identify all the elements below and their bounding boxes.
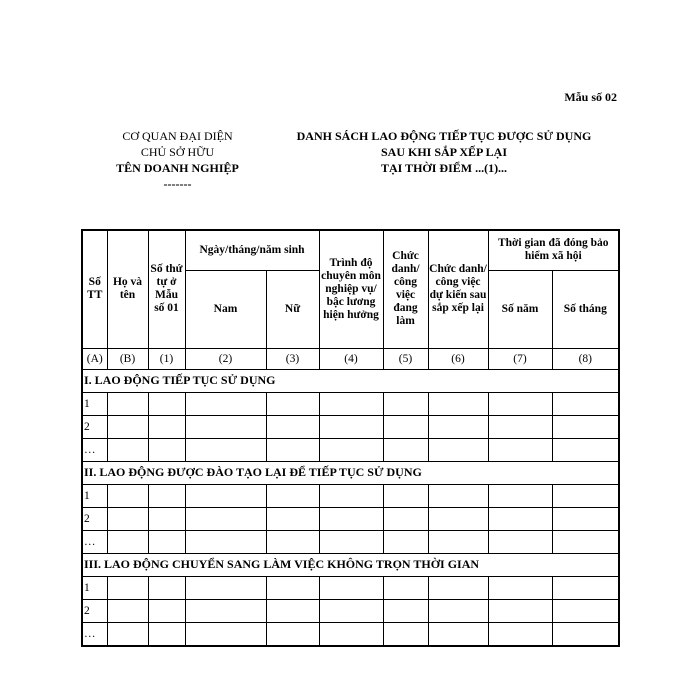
table-cell <box>552 599 619 622</box>
table-cell <box>148 507 185 530</box>
row-index: 1 <box>82 576 107 599</box>
table-row <box>82 415 619 438</box>
table-cell <box>266 576 319 599</box>
title-line-3: TẠI THỜI ĐIỂM ...(1)... <box>380 161 508 175</box>
table-cell <box>107 530 148 553</box>
table-cell <box>185 415 266 438</box>
table-cell <box>148 599 185 622</box>
code-2: (2) <box>185 348 266 369</box>
section-row <box>82 553 619 576</box>
table-cell <box>488 599 552 622</box>
table-cell <box>266 530 319 553</box>
table-cell <box>107 622 148 646</box>
section-row <box>82 369 619 392</box>
header-stt: Số TT <box>82 230 107 348</box>
table-cell <box>488 415 552 438</box>
table-cell <box>185 438 266 461</box>
table-cell <box>383 599 428 622</box>
table-cell <box>552 576 619 599</box>
table-cell <box>185 484 266 507</box>
column-code-row <box>82 348 619 369</box>
table-cell <box>552 484 619 507</box>
table-cell <box>383 484 428 507</box>
title-line-2: SAU KHI SẮP XẾP LẠI <box>380 145 508 159</box>
table-cell <box>107 415 148 438</box>
table-cell <box>552 392 619 415</box>
table-cell <box>107 438 148 461</box>
table-cell <box>148 484 185 507</box>
table-cell <box>428 622 488 646</box>
table-cell <box>383 622 428 646</box>
agency-separator: ------- <box>163 177 192 191</box>
table-cell <box>107 599 148 622</box>
enterprise-name: TÊN DOANH NGHIỆP <box>116 161 239 175</box>
table-cell <box>266 599 319 622</box>
title-line-1: DANH SÁCH LAO ĐỘNG TIẾP TỤC ĐƯỢC SỬ DỤNG <box>296 129 592 143</box>
row-index: 1 <box>82 484 107 507</box>
table-cell <box>107 507 148 530</box>
table-row <box>82 622 619 646</box>
table-cell <box>266 438 319 461</box>
code-8: (8) <box>552 348 619 369</box>
table-row <box>82 530 619 553</box>
section-title: III. LAO ĐỘNG CHUYỂN SANG LÀM VIỆC KHÔNG TRỌN THỜI GIAN <box>82 553 619 576</box>
table-cell <box>488 484 552 507</box>
code-b: (B) <box>107 348 148 369</box>
table-cell <box>319 622 383 646</box>
table-cell <box>185 622 266 646</box>
table-cell <box>319 576 383 599</box>
table-row <box>82 438 619 461</box>
table-cell <box>319 484 383 507</box>
table-cell <box>428 530 488 553</box>
table-cell <box>148 415 185 438</box>
table-cell <box>383 576 428 599</box>
header-months: Số tháng <box>552 270 619 348</box>
table-cell <box>107 484 148 507</box>
table-cell <box>148 530 185 553</box>
table-cell <box>266 415 319 438</box>
table-cell <box>107 576 148 599</box>
table-cell <box>488 576 552 599</box>
code-3: (3) <box>266 348 319 369</box>
table-cell <box>488 392 552 415</box>
agency-block <box>105 128 250 192</box>
employee-table <box>81 229 620 647</box>
table-cell <box>488 438 552 461</box>
table-cell <box>428 392 488 415</box>
section-title: I. LAO ĐỘNG TIẾP TỤC SỬ DỤNG <box>82 369 619 392</box>
table-row <box>82 392 619 415</box>
table-cell <box>185 599 266 622</box>
table-cell <box>383 415 428 438</box>
table-cell <box>148 438 185 461</box>
row-index: 2 <box>82 599 107 622</box>
table-cell <box>266 622 319 646</box>
table-cell <box>552 415 619 438</box>
section-row <box>82 461 619 484</box>
table-cell <box>428 484 488 507</box>
table-cell <box>319 438 383 461</box>
table-row <box>82 507 619 530</box>
table-cell <box>185 392 266 415</box>
table-cell <box>428 438 488 461</box>
header-years: Số năm <box>488 270 552 348</box>
header-female: Nữ <box>266 270 319 348</box>
table-cell <box>148 622 185 646</box>
row-index: … <box>82 530 107 553</box>
table-cell <box>148 576 185 599</box>
table-cell <box>107 392 148 415</box>
table-cell <box>148 392 185 415</box>
table-cell <box>383 438 428 461</box>
header-dob: Ngày/tháng/năm sinh <box>185 230 319 270</box>
table-cell <box>488 530 552 553</box>
table-cell <box>383 530 428 553</box>
table-cell <box>383 507 428 530</box>
table-cell <box>185 530 266 553</box>
document-title <box>268 128 620 176</box>
table-cell <box>552 507 619 530</box>
table-cell <box>383 392 428 415</box>
header-name: Họ và tên <box>107 230 148 348</box>
table-cell <box>428 415 488 438</box>
table-cell <box>552 438 619 461</box>
header-insurance: Thời gian đã đóng bảo hiểm xã hội <box>488 230 619 270</box>
header-male: Nam <box>185 270 266 348</box>
header-qualification: Trình độ chuyên môn nghiệp vụ/ bậc lương hiện hưởng <box>319 230 383 348</box>
code-6: (6) <box>428 348 488 369</box>
table-cell <box>319 530 383 553</box>
header-expected-title: Chức danh/ công việc dự kiến sau sắp xếp lại <box>428 230 488 348</box>
table-row <box>82 599 619 622</box>
code-4: (4) <box>319 348 383 369</box>
table-cell <box>319 599 383 622</box>
table-cell <box>428 599 488 622</box>
table-row <box>82 576 619 599</box>
row-index: 2 <box>82 507 107 530</box>
code-a: (A) <box>82 348 107 369</box>
table-cell <box>266 507 319 530</box>
row-index: 2 <box>82 415 107 438</box>
table-cell <box>552 622 619 646</box>
table-cell <box>428 576 488 599</box>
table-row <box>82 484 619 507</box>
row-index: … <box>82 438 107 461</box>
row-index: 1 <box>82 392 107 415</box>
header-seq: Số thứ tự ở Mẫu số 01 <box>148 230 185 348</box>
table-cell <box>319 507 383 530</box>
section-title: II. LAO ĐỘNG ĐƯỢC ĐÀO TẠO LẠI ĐỂ TIẾP TỤC SỬ DỤNG <box>82 461 619 484</box>
header-current-title: Chức danh/ công việc đang làm <box>383 230 428 348</box>
table-cell <box>428 507 488 530</box>
agency-line-2: CHỦ SỞ HỮU <box>140 145 215 159</box>
agency-line-1: CƠ QUAN ĐẠI DIỆN <box>122 129 233 143</box>
row-index: … <box>82 622 107 646</box>
table-cell <box>319 415 383 438</box>
table-cell <box>266 392 319 415</box>
table-cell <box>488 622 552 646</box>
table-cell <box>488 507 552 530</box>
code-1: (1) <box>148 348 185 369</box>
table-cell <box>319 392 383 415</box>
table-cell <box>552 530 619 553</box>
form-number: Mẫu số 02 <box>564 90 617 104</box>
table-cell <box>185 507 266 530</box>
code-7: (7) <box>488 348 552 369</box>
table-cell <box>185 576 266 599</box>
table-cell <box>266 484 319 507</box>
code-5: (5) <box>383 348 428 369</box>
